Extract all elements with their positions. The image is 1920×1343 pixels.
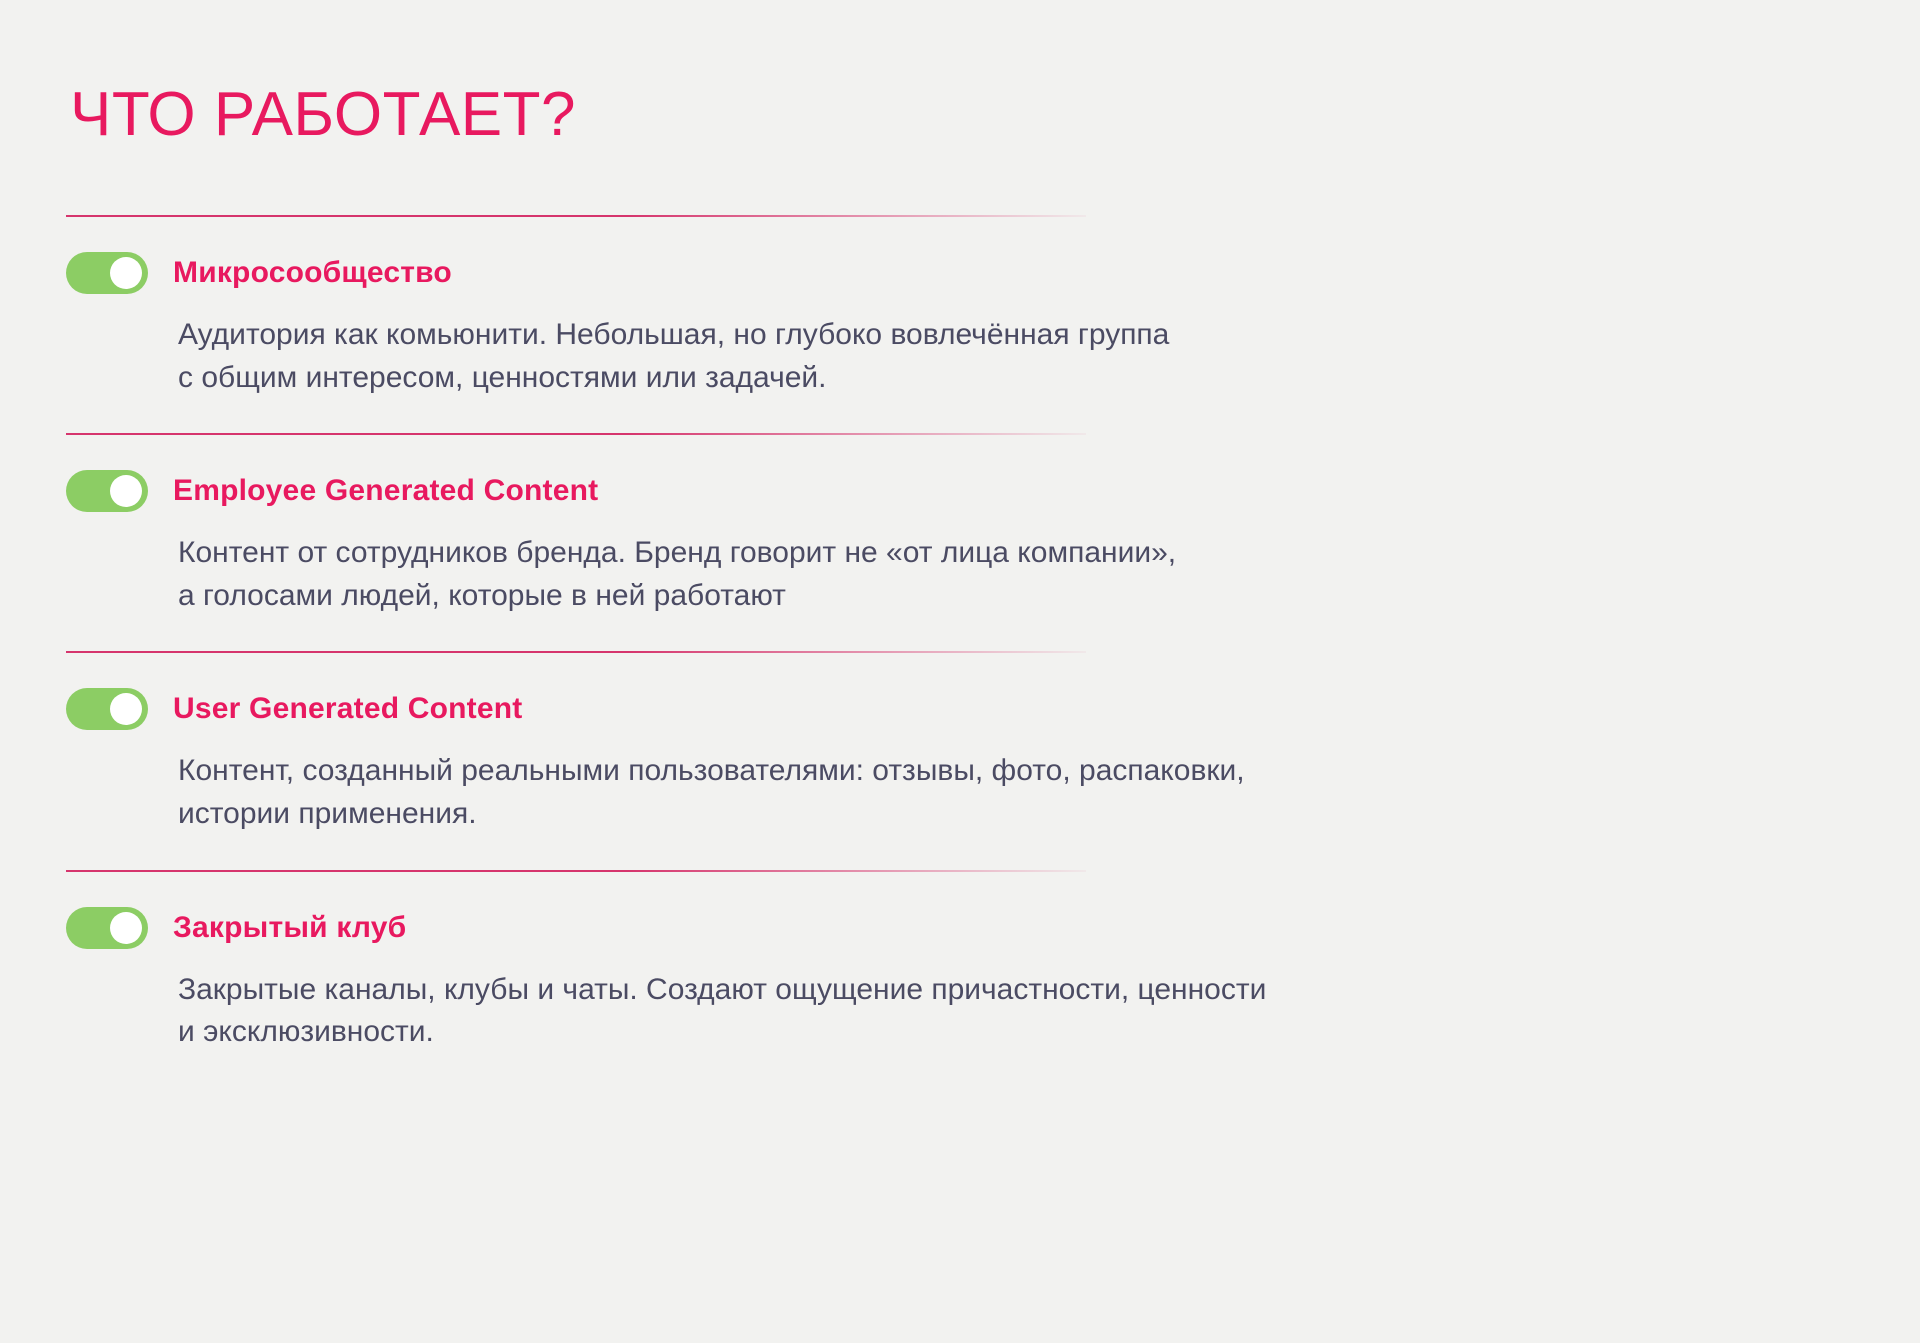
description-line: истории применения. [178, 797, 477, 831]
feature-item-header [66, 907, 1920, 949]
feature-item-description [178, 532, 1738, 617]
toggle-knob-icon [110, 257, 142, 289]
toggle-switch-employee-generated-content[interactable] [66, 470, 148, 512]
description-line: и эксклюзивности. [178, 1015, 434, 1049]
feature-item-user-generated-content [0, 661, 1920, 861]
divider [66, 433, 1086, 435]
description-line: а голосами людей, которые в ней работают [178, 578, 786, 612]
description-line: Закрытые каналы, клубы и чаты. Создают ощущение причастности, ценности [178, 972, 1267, 1006]
divider [66, 651, 1086, 653]
feature-item-employee-generated-content [0, 443, 1920, 643]
feature-item-label: Микросообщество [173, 256, 452, 290]
list-item [0, 215, 1920, 425]
toggle-knob-icon [110, 912, 142, 944]
feature-item-label: Employee Generated Content [173, 474, 599, 508]
feature-item-header [66, 470, 1920, 512]
toggle-switch-microcommunity[interactable] [66, 252, 148, 294]
feature-item-description [178, 750, 1738, 835]
feature-item-private-club [0, 880, 1920, 1080]
description-line: Контент от сотрудников бренда. Бренд говорит не «от лица компании», [178, 536, 1177, 570]
toggle-switch-user-generated-content[interactable] [66, 688, 148, 730]
feature-list [0, 215, 1920, 1080]
feature-item-header [66, 252, 1920, 294]
feature-item-label: User Generated Content [173, 692, 523, 726]
toggle-switch-private-club[interactable] [66, 907, 148, 949]
page-title: ЧТО РАБОТАЕТ? [70, 80, 577, 149]
toggle-knob-icon [110, 475, 142, 507]
feature-item-header [66, 688, 1920, 730]
feature-item-label: Закрытый клуб [173, 910, 407, 944]
list-item [0, 651, 1920, 861]
feature-item-description [178, 314, 1738, 399]
divider [66, 870, 1086, 872]
divider [66, 215, 1086, 217]
description-line: Аудитория как комьюнити. Небольшая, но глубоко вовлечённая группа [178, 318, 1170, 352]
description-line: с общим интересом, ценностями или задачей. [178, 360, 827, 394]
feature-item-microcommunity [0, 225, 1920, 425]
feature-item-description [178, 969, 1738, 1054]
description-line: Контент, созданный реальными пользователями: отзывы, фото, распаковки, [178, 754, 1245, 788]
toggle-knob-icon [110, 693, 142, 725]
list-item [0, 870, 1920, 1080]
list-item [0, 433, 1920, 643]
